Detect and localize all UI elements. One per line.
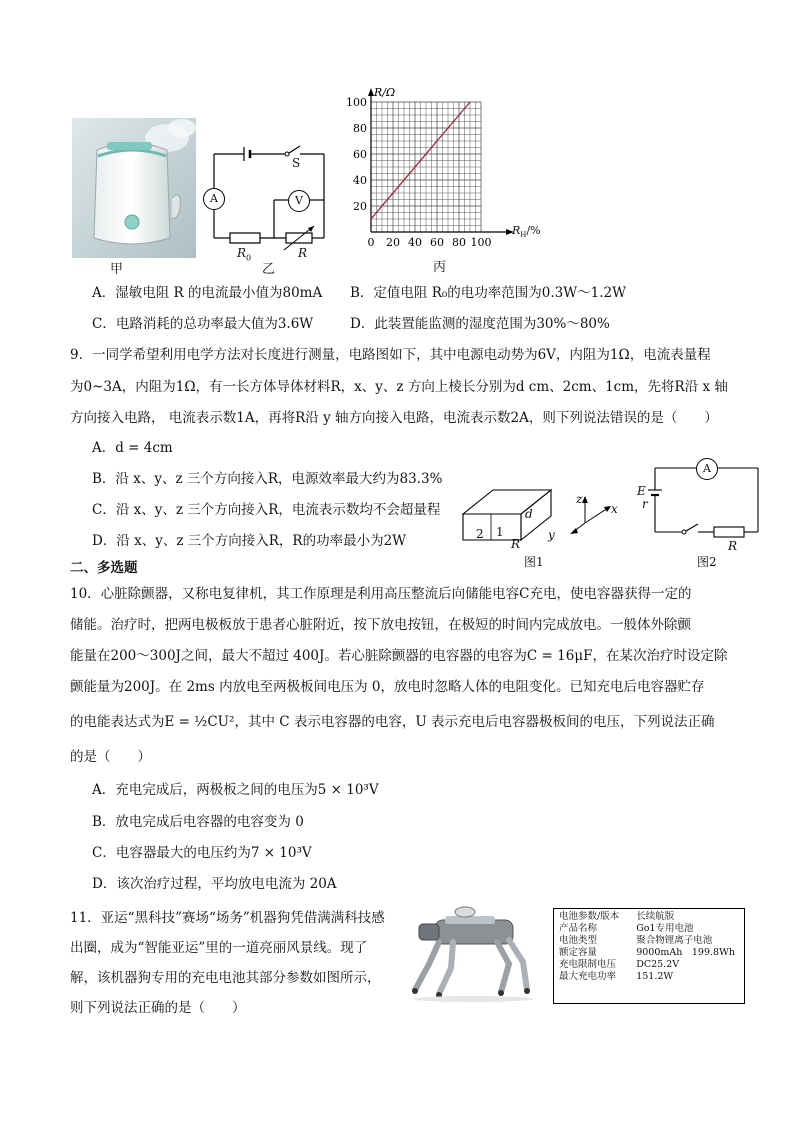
x-tick-label: 100: [470, 236, 492, 249]
q10-option-a[interactable]: A．充电完成后，两极板之间的电压为5 × 10³V: [92, 782, 379, 798]
q10-line-5: 的电能表达式为E = ½CU²，其中 C 表示电容器的电容，U 表示充电后电容器极板间的电压，下列说法正确: [70, 714, 715, 730]
switch-label: S: [292, 156, 301, 170]
q11-line-3: 解，该机器狗专用的充电电池其部分参数如图所示，: [70, 970, 381, 986]
table-cell: DC25.2V: [636, 959, 680, 970]
r0-label: $R_0$: [237, 246, 252, 263]
table-row: [556, 923, 738, 935]
chart-ylabel: R/Ω: [374, 86, 396, 99]
table-cell: Go1专用电池: [636, 923, 694, 934]
fig2-r-label: R: [728, 539, 738, 553]
table-cell: 最大充电功率: [559, 971, 617, 982]
q11-line-1: 11．亚运“黑科技”赛场“场务”机器狗凭借满满科技感: [70, 910, 385, 926]
q8-option-c[interactable]: C．电路消耗的总功率最大值为3.6W: [92, 316, 314, 332]
table-cell: 产品名称: [559, 923, 598, 934]
table-row: [556, 935, 738, 947]
conductor-block-diagram: [455, 478, 555, 548]
q10-option-d[interactable]: D．该次治疗过程，平均放电电流为 20A: [92, 876, 337, 892]
x-tick-label: 80: [452, 236, 466, 249]
y-tick-label: 20: [353, 200, 367, 213]
q10-line-1: 10．心脏除颤器，又称电复律机，其工作原理是利用高压整流后向储能电容C充电，使电容器获得一定的: [70, 586, 692, 602]
chart-xlabel: $R_H/\%$: [512, 224, 541, 240]
axis-z-label: z: [576, 492, 583, 506]
r-label: R: [298, 246, 308, 260]
fig2-ammeter-label: A: [703, 462, 711, 475]
fig2-e-label: E: [637, 484, 646, 498]
y-tick-label: 40: [353, 174, 367, 187]
block-dim-2: 2: [476, 527, 484, 541]
voltmeter-symbol: [288, 190, 310, 212]
robot-dog-image: [405, 902, 540, 1002]
q10-option-b[interactable]: B．放电完成后电容器的电容变为 0: [92, 814, 304, 830]
axis-x-label: x: [611, 502, 618, 516]
y-tick-label: 60: [353, 148, 367, 161]
table-cell: 电池类型: [559, 935, 598, 946]
q10-line-3: 能量在200～300J之间，最大不超过 400J。若心脏除颤器的电容器的电容为C = 16μF，在某次治疗时设定除: [70, 648, 728, 664]
fig-label-yi: 乙: [262, 262, 276, 277]
fig2-caption: 图2: [697, 555, 717, 569]
q10-line-6: 的是（ ）: [70, 749, 151, 765]
q11-line-4: 则下列说法正确的是（ ）: [70, 1000, 246, 1016]
y-tick-label: 80: [353, 122, 367, 135]
q8-option-d[interactable]: D．此装置能监测的湿度范围为30%～80%: [350, 316, 610, 332]
q9-stem-line-2: 为0~3A，内阻为1Ω，有一长方体导体材料R，x、y、z 方向上棱长分别为d cm、2cm、1cm，先将R沿 x 轴: [70, 379, 728, 395]
fig2-ammeter-symbol: [696, 458, 718, 480]
table-cell: 聚合物锂离子电池: [636, 935, 713, 946]
table-cell: 151.2W: [636, 971, 674, 982]
q9-option-b[interactable]: B．沿 x、y、z 三个方向接入R，电源效率最大约为83.3%: [92, 471, 443, 487]
table-cell: 9000mAh 199.8Wh: [636, 947, 735, 958]
table-cell: 充电限制电压: [559, 959, 617, 970]
table-row: [556, 911, 738, 923]
block-r-label: R: [511, 537, 521, 551]
fig1-caption: 图1: [524, 555, 544, 569]
axis-y-label: y: [548, 528, 555, 542]
table-row: [556, 971, 738, 983]
q9-stem-line-1: 9．一同学希望利用电学方法对长度进行测量，电路图如下，其中电源电动势为6V，内阻为1Ω，电流表量程: [70, 347, 711, 363]
q9-option-a[interactable]: A．d = 4cm: [92, 440, 173, 456]
x-tick-label: 60: [430, 236, 444, 249]
y-tick-label: 100: [346, 96, 367, 109]
table-cell: 长续航版: [636, 911, 675, 922]
x-tick-label: 20: [386, 236, 400, 249]
q9-option-c[interactable]: C．沿 x、y、z 三个方向接入R，电流表示数均不会超量程: [92, 502, 441, 518]
x-tick-label: 40: [408, 236, 422, 249]
table-cell: 额定容量: [559, 947, 598, 958]
ammeter-label: A: [210, 192, 218, 205]
q10-line-2: 储能。治疗时，把两电极板放于患者心脏附近，按下放电按钮，在极短的时间内完成放电。一般体外除颤: [70, 617, 691, 633]
table-row: [556, 959, 738, 971]
table-row: [556, 947, 738, 959]
ammeter-symbol: [203, 188, 225, 210]
fig-label-jia: 甲: [110, 262, 124, 277]
fig-label-bing: 丙: [433, 260, 447, 275]
block-dim-1: 1: [496, 525, 504, 539]
section-multiple-choice-title: 二、多选题: [70, 560, 138, 576]
q10-line-4: 颤能量为200J。在 2ms 内放电至两极板间电压为 0，放电时忽略人体的电阻变化。已知充电后电容器贮存: [70, 679, 705, 695]
table-cell: 电池参数/版本: [559, 911, 620, 922]
q9-option-d[interactable]: D．沿 x、y、z 三个方向接入R，R的功率最小为2W: [92, 533, 407, 549]
q9-stem-line-3: 方向接入电路， 电流表示数1A，再将R沿 y 轴方向接入电路，电流表示数2A，则下列说法错误的是（ ）: [70, 410, 718, 426]
q8-option-a[interactable]: A．湿敏电阻 R 的电流最小值为80mA: [92, 285, 323, 301]
battery-parameter-table: [553, 908, 745, 1004]
fig2-r-internal-label: r: [642, 497, 648, 511]
voltmeter-label: V: [295, 194, 303, 207]
q8-option-b[interactable]: B．定值电阻 R₀的电功率范围为0.3W～1.2W: [350, 285, 626, 301]
x-tick-label: 0: [367, 236, 375, 249]
battery-table-body: [556, 911, 738, 983]
humidifier-image: [72, 118, 196, 258]
block-dim-d: d: [525, 507, 533, 521]
q11-line-2: 出圈，成为“智能亚运”里的一道亮丽风景线。现了: [70, 940, 368, 956]
q10-option-c[interactable]: C．电容器最大的电压约为7 × 10³V: [92, 845, 312, 861]
